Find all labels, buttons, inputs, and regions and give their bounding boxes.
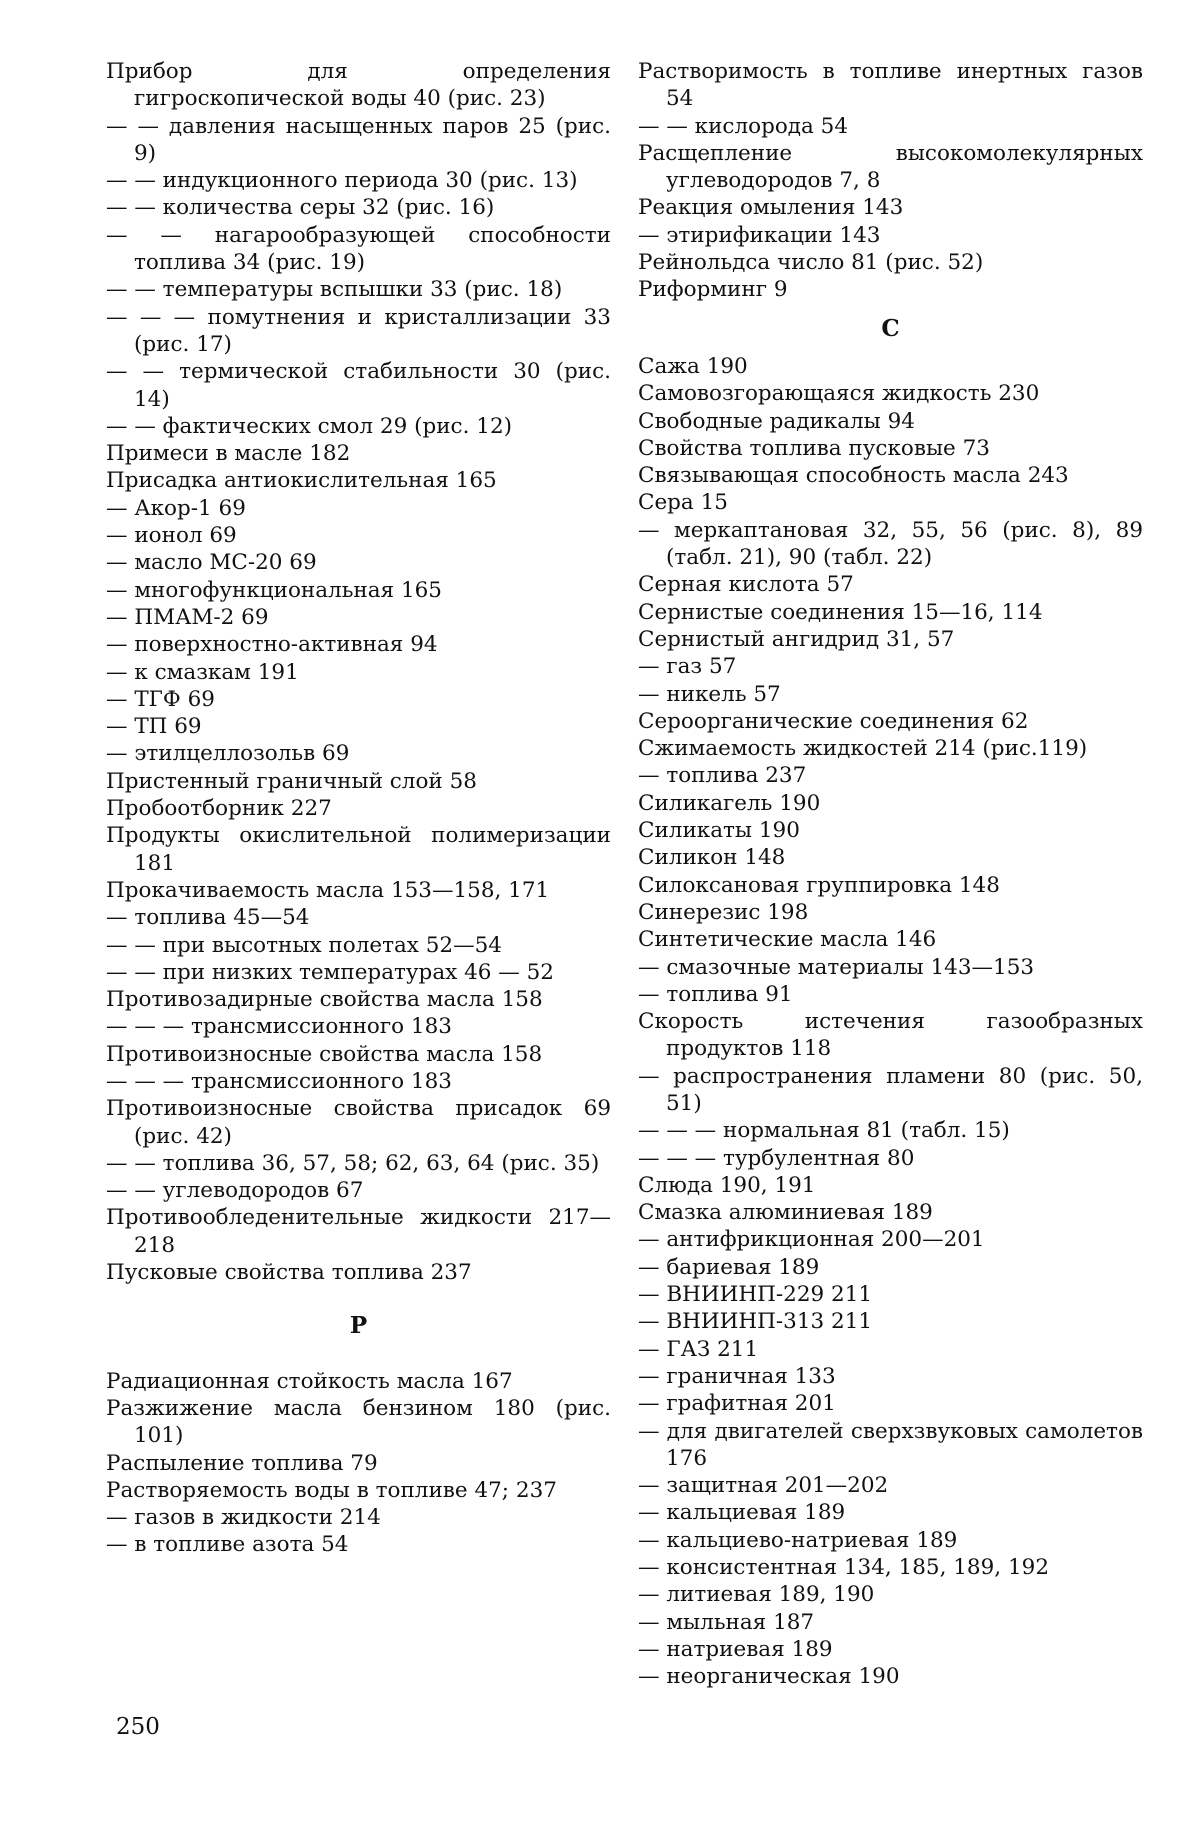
index-entry: — кальциево-натриевая 189 bbox=[638, 1527, 958, 1553]
index-entry: Пробоотборник 227 bbox=[106, 796, 332, 822]
index-entry: Связывающая способность масла 243 bbox=[638, 463, 1069, 489]
index-entry: Риформинг 9 bbox=[638, 277, 788, 303]
index-entry: — ТГФ 69 bbox=[106, 686, 215, 712]
index-entry: — — — трансмиссионного 183 bbox=[106, 1068, 452, 1094]
index-entry: Противообледенительные жидкости 217—218 bbox=[106, 1205, 611, 1258]
index-entry: Синтетические масла 146 bbox=[638, 927, 937, 953]
index-entry: — топлива 45—54 bbox=[106, 905, 310, 931]
index-entry: — газов в жидкости 214 bbox=[106, 1505, 381, 1531]
index-entry: — ионол 69 bbox=[106, 523, 237, 549]
index-entry: Силоксановая группировка 148 bbox=[638, 872, 1000, 898]
index-entry: Свободные радикалы 94 bbox=[638, 408, 915, 434]
index-entry: Распыление топлива 79 bbox=[106, 1450, 378, 1476]
index-entry: Противозадирные свойства масла 158 bbox=[106, 987, 543, 1013]
index-entry: — — — турбулентная 80 bbox=[638, 1145, 915, 1171]
index-entry: — этирификации 143 bbox=[638, 222, 881, 248]
index-entry: — ГАЗ 211 bbox=[638, 1336, 759, 1362]
section-letter: Р bbox=[349, 1312, 368, 1340]
index-entry: — бариевая 189 bbox=[638, 1254, 820, 1280]
index-entry: — — давления насыщенных паров 25 (рис. 9) bbox=[106, 113, 611, 166]
index-entry: — — при низких температурах 46 — 52 bbox=[106, 959, 554, 985]
index-entry: — — фактических смол 29 (рис. 12) bbox=[106, 413, 513, 439]
index-entry: — — — помутнения и кристаллизации 33 (рис. 17) bbox=[106, 304, 611, 357]
index-entry: — антифрикционная 200—201 bbox=[638, 1227, 985, 1253]
index-entry: — в топливе азота 54 bbox=[106, 1532, 349, 1558]
index-entry: — никель 57 bbox=[638, 681, 781, 707]
index-entry: — консистентная 134, 185, 189, 192 bbox=[638, 1555, 1049, 1581]
index-entry: — — топлива 36, 57, 58; 62, 63, 64 (рис. 35) bbox=[106, 1150, 600, 1176]
index-entry: — графитная 201 bbox=[638, 1391, 836, 1417]
index-entry: — — температуры вспышки 33 (рис. 18) bbox=[106, 277, 563, 303]
index-entry: Пусковые свойства топлива 237 bbox=[106, 1260, 472, 1286]
index-entry: Слюда 190, 191 bbox=[638, 1172, 816, 1198]
index-entry: — — термической стабильности 30 (рис. 14) bbox=[106, 359, 611, 412]
index-entry: — литиевая 189, 190 bbox=[638, 1582, 875, 1608]
index-entry: Смазка алюминиевая 189 bbox=[638, 1200, 933, 1226]
page-number: 250 bbox=[116, 1714, 160, 1740]
index-entry: Реакция омыления 143 bbox=[638, 195, 904, 221]
index-entry: — этилцеллозольв 69 bbox=[106, 741, 350, 767]
index-entry: — граничная 133 bbox=[638, 1363, 836, 1389]
index-entry: Пристенный граничный слой 58 bbox=[106, 768, 477, 794]
index-column-right bbox=[638, 58, 1143, 1691]
index-entry: Продукты окислительной полимеризации 181 bbox=[106, 823, 611, 876]
index-entry: Прибор для определения гигроскопической воды 40 (рис. 23) bbox=[106, 59, 611, 112]
index-entry: Сернистый ангидрид 31, 57 bbox=[638, 626, 955, 652]
index-entry: Присадка антиокислительная 165 bbox=[106, 468, 497, 494]
index-entry: — — количества серы 32 (рис. 16) bbox=[106, 195, 495, 221]
index-entry: — Акор-1 69 bbox=[106, 495, 246, 521]
index-entry: — поверхностно-активная 94 bbox=[106, 632, 438, 658]
index-entry: Растворимость в топливе инертных газов 54 bbox=[638, 59, 1143, 112]
index-column-left bbox=[106, 58, 611, 1559]
index-entry: Самовозгорающаяся жидкость 230 bbox=[638, 381, 1040, 407]
index-entry: — кальциевая 189 bbox=[638, 1500, 846, 1526]
index-entry: — газ 57 bbox=[638, 654, 737, 680]
index-entry: — для двигателей сверхзвуковых самолетов 176 bbox=[638, 1418, 1143, 1471]
index-entry: Силикон 148 bbox=[638, 845, 786, 871]
index-entry: Силикагель 190 bbox=[638, 790, 821, 816]
index-entry: — распространения пламени 80 (рис. 50, 51) bbox=[638, 1063, 1143, 1116]
index-entry: Скорость истечения газообразных продуктов 118 bbox=[638, 1009, 1143, 1062]
index-entry: Сжимаемость жидкостей 214 (рис.119) bbox=[638, 736, 1088, 762]
index-entry: Сажа 190 bbox=[638, 353, 748, 379]
index-entry: Прокачиваемость масла 153—158, 171 bbox=[106, 877, 550, 903]
index-entry: — меркаптановая 32, 55, 56 (рис. 8), 89 (табл. 21), 90 (табл. 22) bbox=[638, 517, 1143, 571]
index-entry: — — кислорода 54 bbox=[638, 113, 849, 139]
index-entry: Рейнольдса число 81 (рис. 52) bbox=[638, 250, 984, 276]
index-entry: Сернистые соединения 15—16, 114 bbox=[638, 599, 1043, 625]
index-entry: — топлива 237 bbox=[638, 763, 807, 789]
index-entry: — ВНИИНП-229 211 bbox=[638, 1282, 873, 1308]
section-letter: С bbox=[881, 314, 900, 342]
index-entry: — неорганическая 190 bbox=[638, 1664, 900, 1690]
index-entry: — — индукционного периода 30 (рис. 13) bbox=[106, 168, 578, 194]
index-entry: Расщепление высокомолекулярных углеводородов 7, 8 bbox=[638, 140, 1143, 194]
index-entry: Сера 15 bbox=[638, 490, 728, 516]
index-entry: — — углеводородов 67 bbox=[106, 1178, 364, 1204]
index-entry: — — при высотных полетах 52—54 bbox=[106, 932, 502, 958]
index-entry: Растворяемость воды в топливе 47; 237 bbox=[106, 1477, 557, 1503]
index-entry: Противоизносные свойства масла 158 bbox=[106, 1041, 543, 1067]
index-entry: — ТП 69 bbox=[106, 714, 202, 740]
index-entry: — натриевая 189 bbox=[638, 1636, 833, 1662]
index-entry: — к смазкам 191 bbox=[106, 659, 299, 685]
index-entry: Сероорганические соединения 62 bbox=[638, 708, 1029, 734]
index-entry: — масло МС-20 69 bbox=[106, 550, 317, 576]
index-entry: Свойства топлива пусковые 73 bbox=[638, 435, 990, 461]
index-entry: Серная кислота 57 bbox=[638, 572, 854, 598]
index-entry: — ПМАМ-2 69 bbox=[106, 604, 269, 630]
index-entry: — топлива 91 bbox=[638, 981, 793, 1007]
index-entry: Синерезис 198 bbox=[638, 899, 809, 925]
index-entry: — многофункциональная 165 bbox=[106, 577, 442, 603]
index-entry: — ВНИИНП-313 211 bbox=[638, 1309, 873, 1335]
index-entry: Противоизносные свойства присадок 69 (рис. 42) bbox=[106, 1096, 611, 1149]
index-entry: — — — трансмиссионного 183 bbox=[106, 1014, 452, 1040]
index-entry: Силикаты 190 bbox=[638, 818, 800, 844]
index-entry: Примеси в масле 182 bbox=[106, 441, 351, 467]
index-entry: — смазочные материалы 143—153 bbox=[638, 954, 1035, 980]
index-entry: Разжижение масла бензином 180 (рис. 101) bbox=[106, 1395, 611, 1449]
index-entry: — — нагарообразующей способности топлива 34 (рис. 19) bbox=[106, 222, 611, 276]
index-entry: — мыльная 187 bbox=[638, 1609, 815, 1635]
index-entry: — — — нормальная 81 (табл. 15) bbox=[638, 1118, 1010, 1144]
index-entry: — защитная 201—202 bbox=[638, 1473, 889, 1499]
index-entry: Радиационная стойкость масла 167 bbox=[106, 1368, 513, 1394]
